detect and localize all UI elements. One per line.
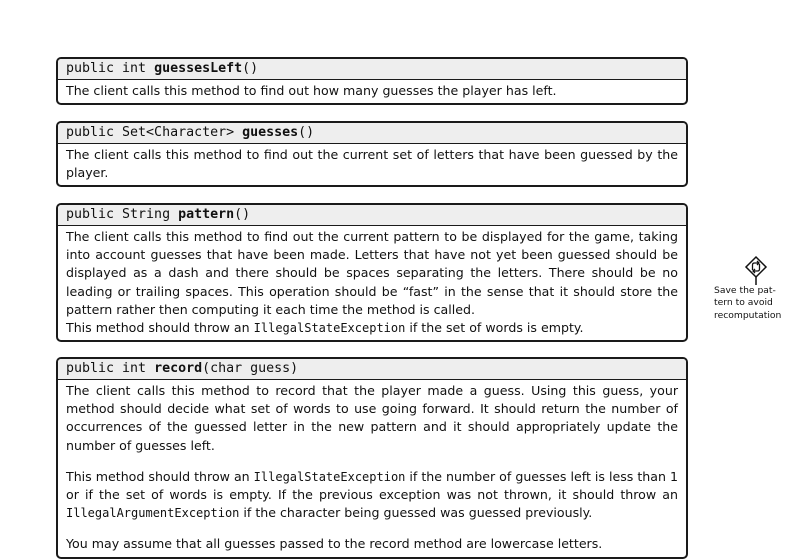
signature-params: () [234,207,251,222]
signature-params: (char guess) [202,361,299,376]
margin-note-line: recomputation [714,309,782,321]
signature-prefix: public int [66,361,155,376]
signature-params: () [242,61,259,76]
method-description [58,80,686,103]
exception-name: IllegalStateException [253,321,406,336]
description-text: The client calls this method to record that the player made a guess. Using this guess, your method should decide what set of words to use going forward. It should return the number of occurrences of the guessed letter in the new pattern and it should appropriately update the number of guesses left. [66,383,678,453]
margin-note-line: tern to avoid [714,297,773,309]
diamond-sign-icon [744,255,768,285]
throws-text [66,468,678,523]
signature-params: () [298,125,315,140]
method-description [58,226,686,340]
method-name: record [154,361,203,376]
method-description [58,380,686,557]
signature-prefix: public String [66,207,179,222]
method-description [58,144,686,185]
method-signature [58,359,686,380]
throws-prefix: This method should throw an [66,320,254,336]
description-text: The client calls this method to find out the current set of letters that have been guessed by the player. [66,147,678,181]
throws-suffix: if the character being guessed was guessed previously. [239,505,593,521]
margin-note [714,255,794,322]
method-box-record [56,357,688,559]
exception-name: IllegalStateException [253,469,406,484]
method-signature [58,123,686,144]
signature-prefix: public Set<Character> [66,125,243,140]
throws-suffix: if the set of words is empty. [405,320,584,336]
method-name: guessesLeft [154,61,243,76]
signature-prefix: public int [66,61,155,76]
assumption-text: You may assume that all guesses passed to the record method are lowercase letters. [66,536,603,552]
method-box-pattern [56,203,688,342]
throws-text [66,319,678,337]
throws-middle: if the number of guesses left is less than 1 or if the set of words is empty. If the previous exception was not thrown, it should throw an [66,468,678,503]
method-signature [58,59,686,80]
method-signature [58,205,686,226]
description-text: The client calls this method to find out how many guesses the player has left. [66,83,557,98]
exception-name: IllegalArgumentException [66,506,240,521]
method-box-guesses [56,121,688,187]
method-name: guesses [242,125,299,140]
method-name: pattern [178,207,235,222]
margin-note-line: Save the pat- [714,285,776,296]
description-text: The client calls this method to find out the current pattern to be displayed for the game, taking into account guesses that have been made. Letters that have not yet been guessed should be displayed as a dash and there should be spaces separating the letters. There should be no leading or trailing spaces. This operation should be “fast” in the sense that it should store the pattern rather then computing it each time the method is called. [66,229,678,317]
method-box-guessesLeft [56,57,688,105]
throws-prefix: This method should throw an [66,468,254,484]
